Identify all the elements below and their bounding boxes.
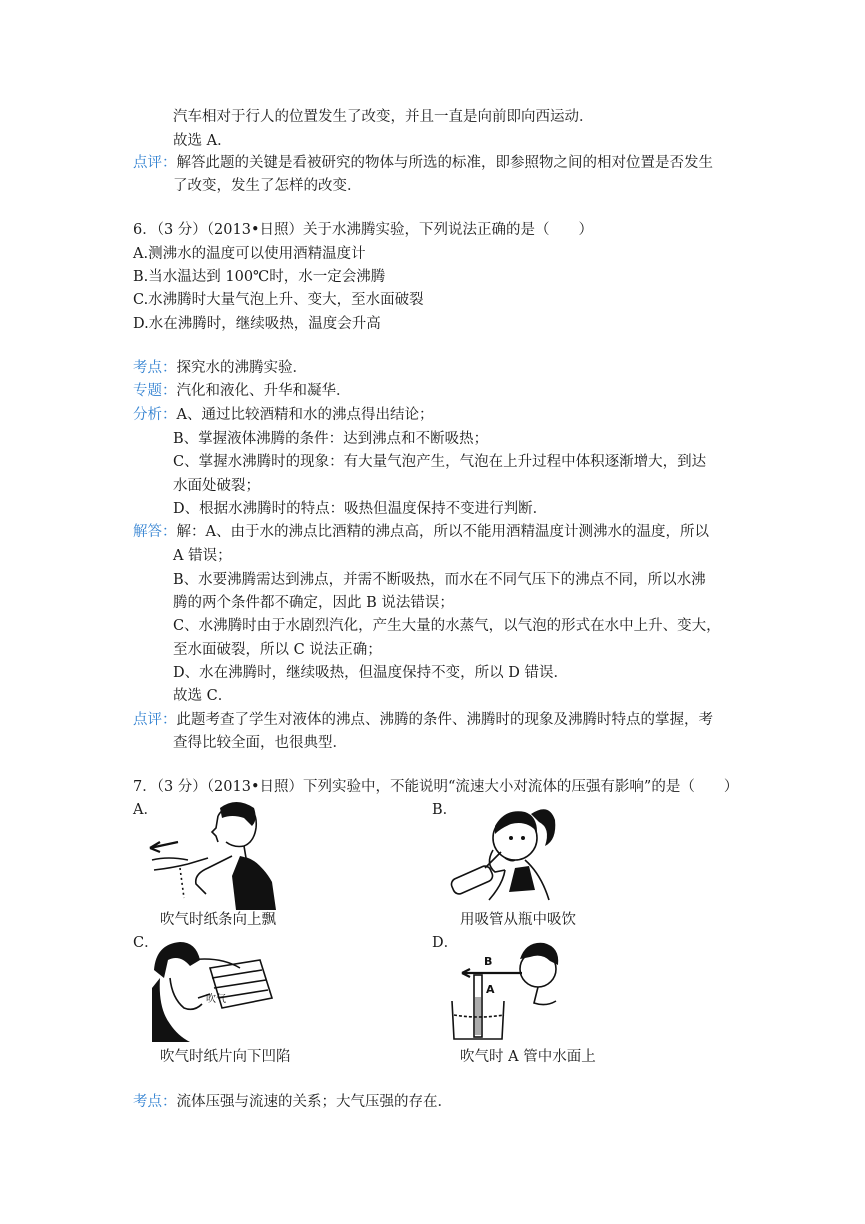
fenxi-line: B、掌握液体沸腾的条件：达到沸点和不断吸热； <box>173 431 489 447</box>
q7-kaodian <box>133 1092 452 1112</box>
comment-tag: 点评： <box>133 155 177 171</box>
q6-kaodian <box>133 358 307 378</box>
jieda-line: 腾的两个条件都不确定，因此 B 说法错误； <box>173 595 454 611</box>
q6-fenxi <box>133 405 433 425</box>
kaodian-text: 探究水的沸腾实验． <box>176 360 307 376</box>
q6-dianping <box>133 710 713 730</box>
fenxi-line: A、通过比较酒精和水的沸点得出结论； <box>176 407 434 423</box>
q6-option-c: C.水沸腾时大量气泡上升、变大，至水面破裂 <box>133 292 424 308</box>
kaodian-tag: 考点： <box>133 360 177 376</box>
fenxi-line: C、掌握水沸腾时的现象：有大量气泡产生，气泡在上升过程中体积逐渐增大，到达 <box>173 454 707 470</box>
figure-d-label-a: A <box>486 983 495 996</box>
q6-option-a: A.测沸水的温度可以使用酒精温度计 <box>133 246 366 262</box>
jieda-line: B、水要沸腾需达到沸点，并需不断吸热，而水在不同气压下的沸点不同，所以水沸 <box>173 572 706 588</box>
jieda-tag: 解答： <box>133 524 177 540</box>
comment-text: 解答此题的关键是看被研究的物体与所选的标准，即参照物之间的相对位置是否发生 <box>176 155 713 171</box>
q7-option-b-letter: B． <box>432 802 458 818</box>
jieda-line: A 错误； <box>173 548 232 564</box>
fenxi-tag: 分析： <box>133 407 177 423</box>
comment-line <box>133 153 713 173</box>
q7-option-c-caption: 吹气时纸片向下凹陷 <box>160 1049 291 1065</box>
q7-option-b-caption: 用吸管从瓶中吸饮 <box>460 912 576 928</box>
q7-option-d-letter: D． <box>432 935 459 951</box>
answer-choice: 故选 A． <box>173 133 232 149</box>
kaodian-text: 流体压强与流速的关系；大气压强的存在． <box>176 1094 452 1110</box>
kaodian-tag: 考点： <box>133 1094 177 1110</box>
figure-c-label: 吹气 <box>206 994 226 1005</box>
jieda-line: 解：A、由于水的沸点比酒精的沸点高，所以不能用酒精温度计测沸水的温度，所以 <box>176 524 709 540</box>
figure-d-label-b: B <box>484 955 493 968</box>
q6-stem: 6．（3 分）（2013•日照）关于水沸腾实验，下列说法正确的是（ ） <box>133 222 594 238</box>
zhuanti-tag: 专题： <box>133 383 177 399</box>
dianping-line: 此题考查了学生对液体的沸点、沸腾的条件、沸腾时的现象及沸腾时特点的掌握，考 <box>176 712 713 728</box>
zhuanti-text: 汽化和液化、升华和凝华． <box>176 383 351 399</box>
q7-stem: 7．（3 分）（2013•日照）下列实验中，不能说明“流速大小对流体的压强有影响”的是（ ） <box>133 779 739 795</box>
fenxi-line: D、根据水沸腾时的特点：吸热但温度保持不变进行判断． <box>173 501 548 517</box>
q6-jieda <box>133 522 709 542</box>
jieda-line: 故选 C． <box>173 688 233 704</box>
q7-option-c-letter: C． <box>133 935 159 951</box>
jieda-line: C、水沸腾时由于水剧烈汽化，产生大量的水蒸气，以气泡的形式在水中上升、变大， <box>173 618 721 634</box>
figure-c-paper-books <box>150 938 275 1043</box>
q6-option-d: D.水在沸腾时，继续吸热，温度会升高 <box>133 316 381 332</box>
figure-d-tube-water <box>446 935 566 1045</box>
q7-option-a-caption: 吹气时纸条向上飘 <box>160 912 276 928</box>
fenxi-line: 水面处破裂； <box>173 478 260 494</box>
q6-option-b: B.当水温达到 100℃时，水一定会沸腾 <box>133 269 386 285</box>
jieda-line: D、水在沸腾时，继续吸热，但温度保持不变，所以 D 错误． <box>173 665 568 681</box>
q7-option-d-caption: 吹气时 A 管中水面上 <box>460 1049 596 1065</box>
figure-b-straw-bottle <box>445 800 565 905</box>
dianping-tag: 点评： <box>133 712 177 728</box>
comment-line: 了改变，发生了怎样的改变． <box>173 178 362 194</box>
answer-line: 汽车相对于行人的位置发生了改变，并且一直是向前即向西运动． <box>173 109 594 125</box>
jieda-line: 至水面破裂，所以 C 说法正确； <box>173 642 382 658</box>
q6-zhuanti <box>133 381 351 401</box>
q7-option-a-letter: A． <box>133 802 158 818</box>
dianping-line: 查得比较全面，也很典型． <box>173 735 347 751</box>
figure-a-blowing-paper <box>148 798 278 910</box>
